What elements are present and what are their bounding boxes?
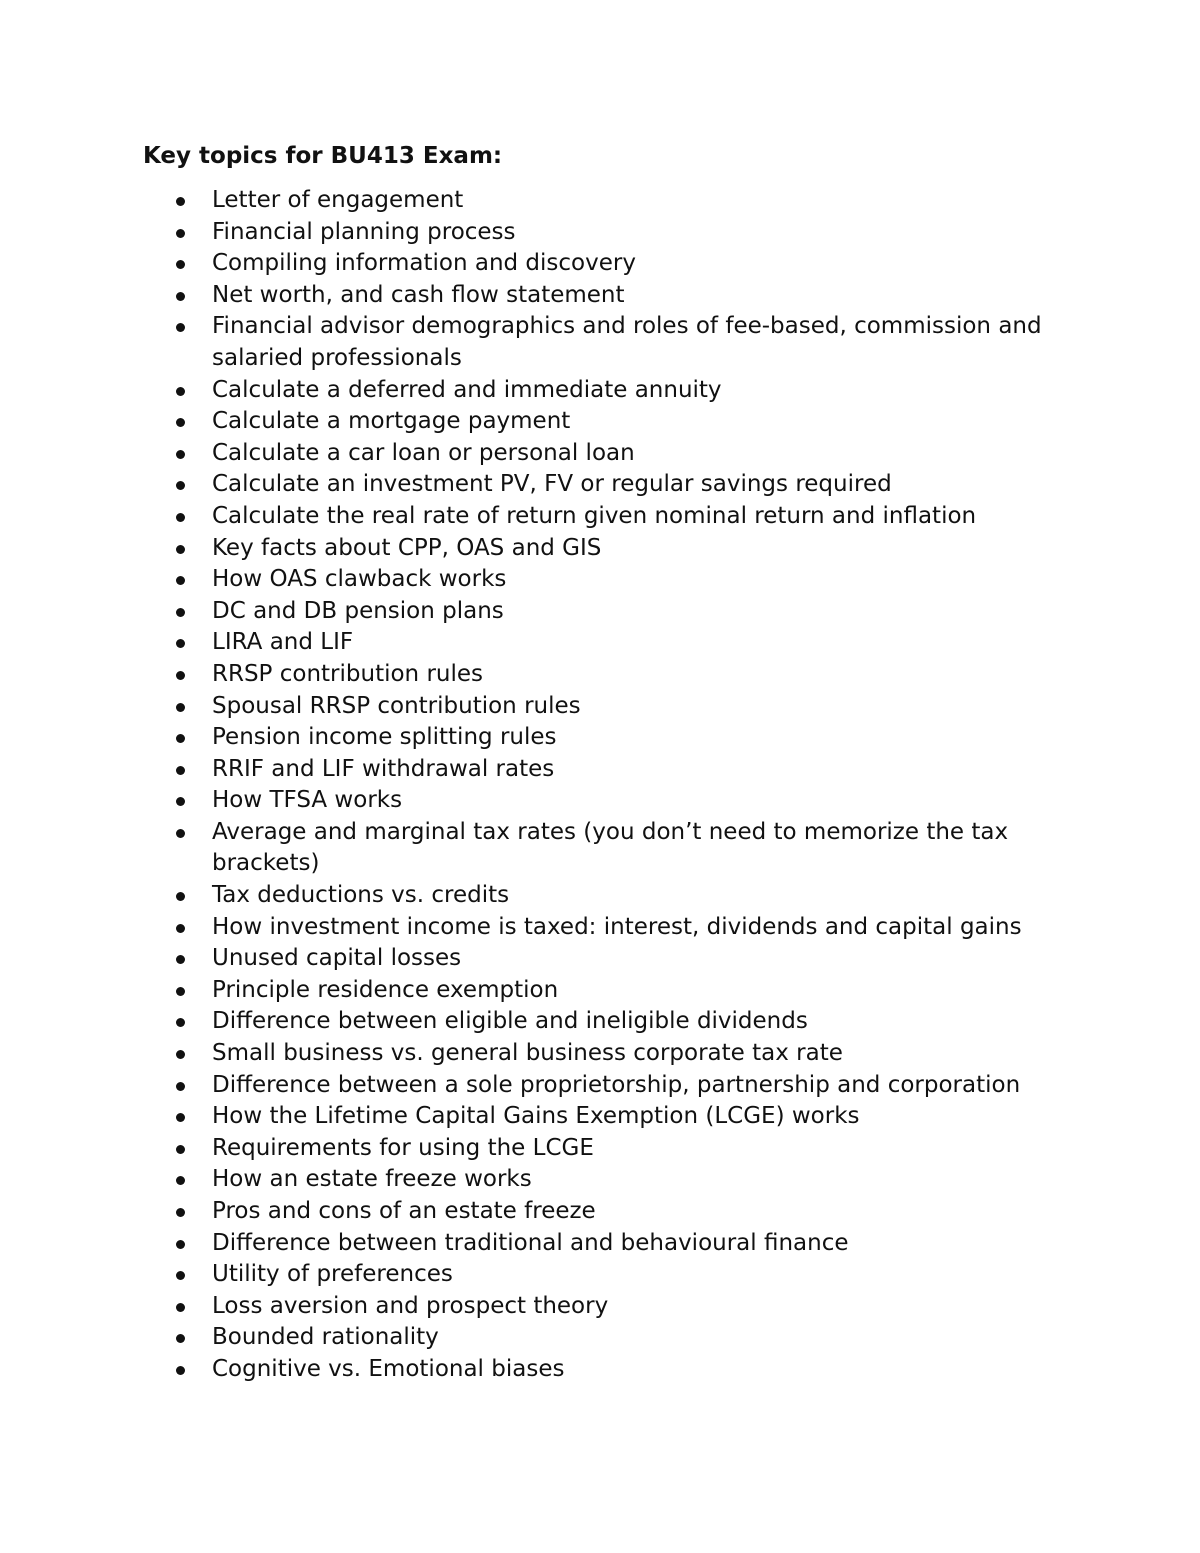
- bullet-icon: [176, 639, 185, 648]
- list-item: [170, 375, 1070, 407]
- bullet-icon: [176, 418, 185, 427]
- bullet-icon: [176, 576, 185, 585]
- list-item: [170, 217, 1070, 249]
- list-item-text: RRIF and LIF withdrawal rates: [212, 755, 555, 782]
- bullet-icon: [176, 608, 185, 617]
- list-item: [170, 1322, 1070, 1354]
- page-title: Key topics for BU413 Exam:: [143, 143, 503, 169]
- bullet-icon: [176, 1145, 185, 1154]
- list-item-text: Calculate an investment PV, FV or regular savings required: [212, 471, 892, 498]
- bullet-icon: [176, 1334, 185, 1343]
- list-item: [170, 1354, 1070, 1386]
- list-item: [170, 564, 1070, 596]
- list-item-text: How the Lifetime Capital Gains Exemption (LCGE) works: [212, 1103, 860, 1130]
- list-item-text: Compiling information and discovery: [212, 250, 636, 277]
- bullet-icon: [176, 387, 185, 396]
- list-item-text: Cognitive vs. Emotional biases: [212, 1355, 565, 1382]
- bullet-icon: [176, 987, 185, 996]
- bullet-icon: [176, 703, 185, 712]
- list-item-text: Difference between a sole proprietorship, partnership and corporation: [212, 1071, 1021, 1098]
- list-item-text: Key facts about CPP, OAS and GIS: [212, 534, 602, 561]
- bullet-icon: [176, 1240, 185, 1249]
- list-item: [170, 596, 1070, 628]
- bullet-icon: [176, 797, 185, 806]
- list-item: [170, 975, 1070, 1007]
- bullet-icon: [176, 766, 185, 775]
- list-item-text: Net worth, and cash flow statement: [212, 281, 625, 308]
- list-item-text: Calculate a deferred and immediate annuity: [212, 376, 722, 403]
- list-item: [170, 943, 1070, 975]
- topic-list: [170, 185, 1070, 1386]
- list-item: [170, 501, 1070, 533]
- bullet-icon: [176, 829, 185, 838]
- list-item: [170, 469, 1070, 501]
- list-item-text: Calculate a car loan or personal loan: [212, 439, 635, 466]
- list-item: [170, 817, 1070, 880]
- list-item-text: Calculate a mortgage payment: [212, 408, 571, 435]
- list-item: [170, 627, 1070, 659]
- list-item-text: Bounded rationality: [212, 1324, 439, 1351]
- bullet-icon: [176, 229, 185, 238]
- list-item-text: How OAS clawback works: [212, 566, 507, 593]
- list-item: [170, 754, 1070, 786]
- list-item: [170, 1291, 1070, 1323]
- list-item-text: Utility of preferences: [212, 1261, 453, 1288]
- list-item-text: How investment income is taxed: interest, dividends and capital gains: [212, 913, 1022, 940]
- list-item: [170, 280, 1070, 312]
- list-item-text: Financial planning process: [212, 218, 516, 245]
- list-item: [170, 1164, 1070, 1196]
- bullet-icon: [176, 671, 185, 680]
- bullet-icon: [176, 1113, 185, 1122]
- bullet-icon: [176, 1050, 185, 1059]
- list-item: [170, 1228, 1070, 1260]
- list-item: [170, 1070, 1070, 1102]
- bullet-icon: [176, 1303, 185, 1312]
- list-item-text: Average and marginal tax rates (you don’t need to memorize the tax brackets): [212, 818, 1009, 877]
- list-item: [170, 1259, 1070, 1291]
- list-item: [170, 438, 1070, 470]
- list-item: [170, 722, 1070, 754]
- list-item: [170, 311, 1070, 374]
- bullet-icon: [176, 1366, 185, 1375]
- bullet-icon: [176, 955, 185, 964]
- list-item-text: Small business vs. general business corporate tax rate: [212, 1040, 843, 1067]
- list-item: [170, 1133, 1070, 1165]
- list-item: [170, 912, 1070, 944]
- list-item-text: Difference between traditional and behavioural finance: [212, 1229, 849, 1256]
- list-item-text: Pros and cons of an estate freeze: [212, 1198, 596, 1224]
- list-item-text: Spousal RRSP contribution rules: [212, 692, 581, 719]
- bullet-icon: [176, 1018, 185, 1027]
- list-item-text: LIRA and LIF: [212, 629, 354, 656]
- list-item-text: Pension income splitting rules: [212, 724, 557, 751]
- list-item: [170, 533, 1070, 565]
- list-item-text: Letter of engagement: [212, 187, 464, 213]
- list-item: [170, 1038, 1070, 1070]
- list-item-text: RRSP contribution rules: [212, 660, 484, 687]
- list-item-text: Tax deductions vs. credits: [212, 882, 510, 909]
- list-item: [170, 691, 1070, 723]
- bullet-icon: [176, 450, 185, 459]
- bullet-icon: [176, 1271, 185, 1280]
- list-item-text: Difference between eligible and ineligible dividends: [212, 1008, 808, 1035]
- list-item: [170, 1006, 1070, 1038]
- bullet-icon: [176, 260, 185, 269]
- list-item-text: Calculate the real rate of return given nominal return and inflation: [212, 502, 977, 529]
- list-item-text: Financial advisor demographics and roles of fee-based, commission and salaried professionals: [212, 313, 1042, 371]
- bullet-icon: [176, 892, 185, 901]
- list-item-text: Principle residence exemption: [212, 976, 559, 1003]
- list-item-text: How TFSA works: [212, 787, 403, 814]
- list-item-text: Loss aversion and prospect theory: [212, 1292, 609, 1319]
- list-item-text: Unused capital losses: [212, 945, 462, 972]
- list-item-text: DC and DB pension plans: [212, 597, 504, 624]
- list-item: [170, 406, 1070, 438]
- bullet-icon: [176, 545, 185, 554]
- list-item: [170, 659, 1070, 691]
- bullet-icon: [176, 1208, 185, 1217]
- bullet-icon: [176, 513, 185, 522]
- bullet-icon: [176, 734, 185, 743]
- list-item: [170, 185, 1070, 217]
- bullet-icon: [176, 323, 185, 332]
- list-item-text: How an estate freeze works: [212, 1166, 532, 1193]
- bullet-icon: [176, 481, 185, 490]
- list-item: [170, 1101, 1070, 1133]
- bullet-icon: [176, 1176, 185, 1185]
- list-item: [170, 1196, 1070, 1228]
- list-item-text: Requirements for using the LCGE: [212, 1134, 594, 1161]
- list-item: [170, 248, 1070, 280]
- bullet-icon: [176, 197, 185, 206]
- list-item: [170, 880, 1070, 912]
- bullet-icon: [176, 292, 185, 301]
- bullet-icon: [176, 1082, 185, 1091]
- bullet-icon: [176, 924, 185, 933]
- list-item: [170, 785, 1070, 817]
